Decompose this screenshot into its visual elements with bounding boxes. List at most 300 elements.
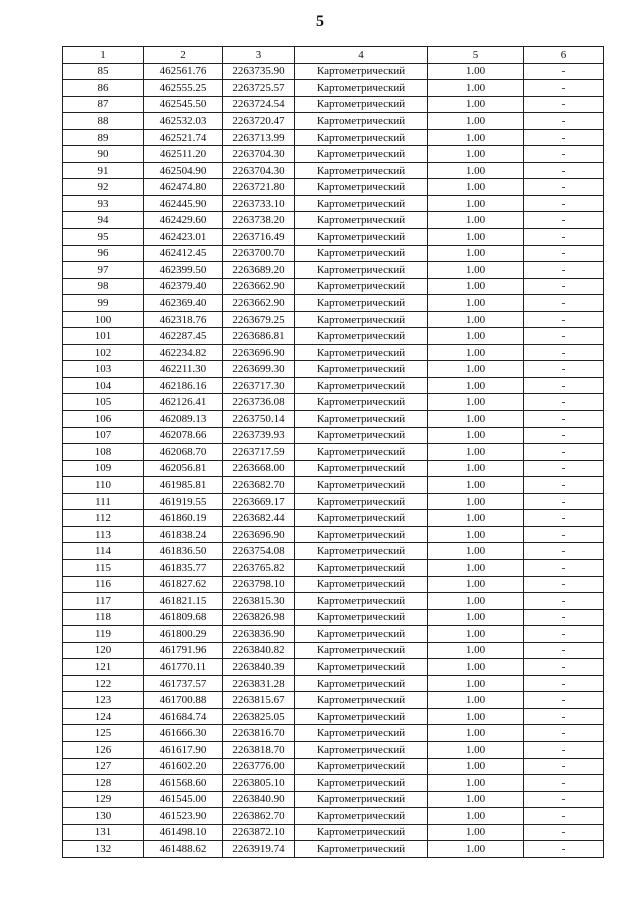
table-cell: 113 [63, 526, 144, 543]
table-cell: 2263717.30 [223, 377, 295, 394]
table-cell: 96 [63, 245, 144, 262]
table-cell: 462211.30 [144, 361, 223, 378]
table-cell: Картометрический [295, 775, 428, 792]
table-cell: 91 [63, 162, 144, 179]
table-row [63, 195, 604, 212]
table-cell: - [524, 427, 604, 444]
table-cell: 2263717.59 [223, 444, 295, 461]
table-cell: 117 [63, 593, 144, 610]
table-cell: 89 [63, 129, 144, 146]
table-cell: Картометрический [295, 559, 428, 576]
table-cell: - [524, 295, 604, 312]
table-cell: 462423.01 [144, 229, 223, 246]
table-cell: 128 [63, 775, 144, 792]
table-cell: 2263818.70 [223, 741, 295, 758]
table-row [63, 229, 604, 246]
table-row [63, 262, 604, 279]
table-cell: 1.00 [428, 394, 524, 411]
column-header: 4 [295, 47, 428, 64]
table-cell: 2263682.70 [223, 477, 295, 494]
table-cell: 124 [63, 708, 144, 725]
column-header: 2 [144, 47, 223, 64]
table-cell: 2263862.70 [223, 808, 295, 825]
table-cell: 2263724.54 [223, 96, 295, 113]
table-cell: 2263816.70 [223, 725, 295, 742]
table-cell: 2263815.30 [223, 593, 295, 610]
table-cell: 2263686.81 [223, 328, 295, 345]
table-cell: 1.00 [428, 493, 524, 510]
table-cell: 1.00 [428, 80, 524, 97]
table-row [63, 113, 604, 130]
table-cell: 1.00 [428, 775, 524, 792]
column-header: 1 [63, 47, 144, 64]
table-cell: 462532.03 [144, 113, 223, 130]
table-row [63, 63, 604, 80]
table-cell: - [524, 146, 604, 163]
table-cell: 85 [63, 63, 144, 80]
table-cell: 2263720.47 [223, 113, 295, 130]
table-cell: 1.00 [428, 195, 524, 212]
table-cell: 98 [63, 278, 144, 295]
table-cell: Картометрический [295, 642, 428, 659]
table-cell: 462504.90 [144, 162, 223, 179]
table-cell: 462126.41 [144, 394, 223, 411]
table-cell: - [524, 477, 604, 494]
table-cell: Картометрический [295, 113, 428, 130]
table-cell: 461700.88 [144, 692, 223, 709]
table-cell: Картометрический [295, 460, 428, 477]
table-row [63, 841, 604, 858]
table-cell: - [524, 559, 604, 576]
table-cell: 2263662.90 [223, 295, 295, 312]
table-cell: 1.00 [428, 245, 524, 262]
table-cell: Картометрический [295, 741, 428, 758]
table-cell: 462474.80 [144, 179, 223, 196]
table-cell: 461791.96 [144, 642, 223, 659]
table-row [63, 311, 604, 328]
table-cell: 2263805.10 [223, 775, 295, 792]
table-cell: 118 [63, 609, 144, 626]
table-cell: Картометрический [295, 659, 428, 676]
table-cell: - [524, 129, 604, 146]
table-cell: 462511.20 [144, 146, 223, 163]
table-row [63, 692, 604, 709]
table-cell: - [524, 262, 604, 279]
table-cell: - [524, 311, 604, 328]
table-cell: Картометрический [295, 543, 428, 560]
table-cell: 461666.30 [144, 725, 223, 742]
table-row [63, 510, 604, 527]
table-cell: 1.00 [428, 311, 524, 328]
table-cell: 462429.60 [144, 212, 223, 229]
table-cell: 1.00 [428, 841, 524, 858]
table-row [63, 758, 604, 775]
table-row [63, 129, 604, 146]
table-cell: 461836.50 [144, 543, 223, 560]
table-cell: 2263736.08 [223, 394, 295, 411]
table-row [63, 659, 604, 676]
table-cell: - [524, 245, 604, 262]
table-cell: 105 [63, 394, 144, 411]
table-cell: Картометрический [295, 295, 428, 312]
table-cell: Картометрический [295, 162, 428, 179]
table-cell: Картометрический [295, 394, 428, 411]
table-cell: 1.00 [428, 526, 524, 543]
table-cell: 461838.24 [144, 526, 223, 543]
table-cell: 106 [63, 411, 144, 428]
table-cell: - [524, 229, 604, 246]
table-cell: - [524, 162, 604, 179]
table-cell: 1.00 [428, 824, 524, 841]
table-cell: 2263662.90 [223, 278, 295, 295]
table-cell: Картометрический [295, 626, 428, 643]
table-cell: 462078.66 [144, 427, 223, 444]
table-cell: 461860.19 [144, 510, 223, 527]
table-row [63, 609, 604, 626]
table-header [63, 47, 604, 64]
table-cell: 125 [63, 725, 144, 742]
table-cell: 2263750.14 [223, 411, 295, 428]
table-cell: 108 [63, 444, 144, 461]
table-cell: - [524, 626, 604, 643]
table-cell: - [524, 377, 604, 394]
table-row [63, 775, 604, 792]
table-cell: 1.00 [428, 262, 524, 279]
table-cell: Картометрический [295, 63, 428, 80]
table-cell: 2263765.82 [223, 559, 295, 576]
table-cell: 114 [63, 543, 144, 560]
table-cell: 104 [63, 377, 144, 394]
table-cell: 2263738.20 [223, 212, 295, 229]
table-cell: 461919.55 [144, 493, 223, 510]
table-row [63, 543, 604, 560]
column-header: 3 [223, 47, 295, 64]
table-row [63, 80, 604, 97]
table-cell: - [524, 775, 604, 792]
table-cell: Картометрический [295, 80, 428, 97]
table-cell: - [524, 460, 604, 477]
table-row [63, 295, 604, 312]
table-row [63, 344, 604, 361]
table-cell: 461684.74 [144, 708, 223, 725]
table-cell: - [524, 841, 604, 858]
table-cell: 112 [63, 510, 144, 527]
table-cell: 1.00 [428, 113, 524, 130]
table-cell: Картометрический [295, 245, 428, 262]
table-cell: 1.00 [428, 212, 524, 229]
table-cell: Картометрический [295, 229, 428, 246]
table-cell: 1.00 [428, 344, 524, 361]
table-cell: 462412.45 [144, 245, 223, 262]
table-row [63, 444, 604, 461]
table-row [63, 328, 604, 345]
table-cell: Картометрический [295, 328, 428, 345]
table-cell: 462545.50 [144, 96, 223, 113]
table-cell: 2263669.17 [223, 493, 295, 510]
table-cell: 1.00 [428, 543, 524, 560]
table-cell: 119 [63, 626, 144, 643]
table-cell: - [524, 725, 604, 742]
table-cell: - [524, 659, 604, 676]
table-cell: - [524, 179, 604, 196]
table-cell: 2263696.90 [223, 526, 295, 543]
table-cell: 1.00 [428, 758, 524, 775]
table-cell: Картометрический [295, 692, 428, 709]
table-cell: 461545.00 [144, 791, 223, 808]
table-cell: 121 [63, 659, 144, 676]
table-body [63, 63, 604, 857]
table-cell: Картометрический [295, 212, 428, 229]
table-cell: 461800.29 [144, 626, 223, 643]
table-cell: Картометрический [295, 526, 428, 543]
table-cell: Картометрический [295, 129, 428, 146]
table-cell: - [524, 708, 604, 725]
table-cell: - [524, 113, 604, 130]
table-cell: 2263754.08 [223, 543, 295, 560]
table-cell: 2263825.05 [223, 708, 295, 725]
table-cell: 1.00 [428, 675, 524, 692]
table-row [63, 460, 604, 477]
column-header: 5 [428, 47, 524, 64]
table-cell: Картометрический [295, 179, 428, 196]
table-cell: 111 [63, 493, 144, 510]
table-row [63, 708, 604, 725]
table-cell: 2263776.00 [223, 758, 295, 775]
table-cell: Картометрический [295, 725, 428, 742]
table-cell: 2263679.25 [223, 311, 295, 328]
table-cell: 2263840.39 [223, 659, 295, 676]
table-cell: - [524, 411, 604, 428]
table-cell: 462234.82 [144, 344, 223, 361]
table-cell: 461617.90 [144, 741, 223, 758]
column-header: 6 [524, 47, 604, 64]
table-cell: 2263815.67 [223, 692, 295, 709]
table-cell: 462521.74 [144, 129, 223, 146]
table-cell: 2263689.20 [223, 262, 295, 279]
table-cell: Картометрический [295, 361, 428, 378]
table-cell: 1.00 [428, 741, 524, 758]
table-cell: 461835.77 [144, 559, 223, 576]
table-row [63, 493, 604, 510]
table-cell: 2263725.57 [223, 80, 295, 97]
table-cell: 2263682.44 [223, 510, 295, 527]
table-cell: 1.00 [428, 411, 524, 428]
table-cell: 462068.70 [144, 444, 223, 461]
table-row [63, 96, 604, 113]
table-cell: 2263735.90 [223, 63, 295, 80]
table-cell: 2263700.70 [223, 245, 295, 262]
table-cell: 1.00 [428, 659, 524, 676]
table-cell: 2263739.93 [223, 427, 295, 444]
table-cell: 92 [63, 179, 144, 196]
table-cell: 2263840.90 [223, 791, 295, 808]
table-row [63, 394, 604, 411]
table-cell: 101 [63, 328, 144, 345]
table-cell: 93 [63, 195, 144, 212]
table-cell: 132 [63, 841, 144, 858]
table-cell: Картометрический [295, 493, 428, 510]
table-cell: 1.00 [428, 593, 524, 610]
table-cell: - [524, 444, 604, 461]
table-cell: 2263872.10 [223, 824, 295, 841]
table-cell: 115 [63, 559, 144, 576]
table-cell: 462056.81 [144, 460, 223, 477]
table-cell: 462186.16 [144, 377, 223, 394]
table-cell: 94 [63, 212, 144, 229]
table-row [63, 162, 604, 179]
table-cell: - [524, 642, 604, 659]
table-cell: 126 [63, 741, 144, 758]
table-cell: 1.00 [428, 229, 524, 246]
table-row [63, 146, 604, 163]
table-cell: - [524, 526, 604, 543]
table-cell: 2263699.30 [223, 361, 295, 378]
table-cell: 462089.13 [144, 411, 223, 428]
table-row [63, 675, 604, 692]
table-cell: 90 [63, 146, 144, 163]
table-row [63, 377, 604, 394]
table-cell: 461737.57 [144, 675, 223, 692]
table-cell: Картометрический [295, 278, 428, 295]
table-cell: 2263704.30 [223, 146, 295, 163]
table-cell: 1.00 [428, 295, 524, 312]
table-cell: 1.00 [428, 361, 524, 378]
table-cell: 1.00 [428, 808, 524, 825]
table-cell: 461602.20 [144, 758, 223, 775]
table-cell: Картометрический [295, 146, 428, 163]
table-cell: 461488.62 [144, 841, 223, 858]
table-row [63, 278, 604, 295]
table-cell: 87 [63, 96, 144, 113]
table-row [63, 427, 604, 444]
table-cell: 2263919.74 [223, 841, 295, 858]
table-cell: Картометрический [295, 791, 428, 808]
table-cell: - [524, 692, 604, 709]
table-cell: 2263836.90 [223, 626, 295, 643]
table-cell: 97 [63, 262, 144, 279]
table-cell: 102 [63, 344, 144, 361]
table-cell: 1.00 [428, 791, 524, 808]
table-cell: 2263696.90 [223, 344, 295, 361]
table-cell: - [524, 675, 604, 692]
table-cell: Картометрический [295, 824, 428, 841]
table-cell: 130 [63, 808, 144, 825]
table-cell: 2263831.28 [223, 675, 295, 692]
table-cell: - [524, 212, 604, 229]
table-cell: 109 [63, 460, 144, 477]
table-cell: 1.00 [428, 162, 524, 179]
table-cell: 1.00 [428, 179, 524, 196]
table-cell: Картометрический [295, 262, 428, 279]
table-cell: 107 [63, 427, 144, 444]
table-cell: Картометрический [295, 708, 428, 725]
table-cell: - [524, 593, 604, 610]
table-cell: 110 [63, 477, 144, 494]
table-cell: Картометрический [295, 609, 428, 626]
table-cell: Картометрический [295, 593, 428, 610]
table-cell: 461985.81 [144, 477, 223, 494]
table-cell: 462399.50 [144, 262, 223, 279]
table-cell: 120 [63, 642, 144, 659]
table-cell: 127 [63, 758, 144, 775]
table-cell: - [524, 758, 604, 775]
table-row [63, 576, 604, 593]
table-cell: 123 [63, 692, 144, 709]
table-row [63, 212, 604, 229]
table-cell: 1.00 [428, 692, 524, 709]
table-cell: - [524, 493, 604, 510]
table-row [63, 559, 604, 576]
table-cell: Картометрический [295, 510, 428, 527]
table-cell: 462379.40 [144, 278, 223, 295]
table-cell: Картометрический [295, 808, 428, 825]
table-cell: - [524, 278, 604, 295]
table-cell: 99 [63, 295, 144, 312]
table-cell: Картометрический [295, 477, 428, 494]
table-cell: Картометрический [295, 377, 428, 394]
table-cell: - [524, 609, 604, 626]
table-cell: Картометрический [295, 344, 428, 361]
table-cell: Картометрический [295, 675, 428, 692]
table-cell: 462555.25 [144, 80, 223, 97]
table-row [63, 477, 604, 494]
table-cell: - [524, 791, 604, 808]
table-cell: 2263704.30 [223, 162, 295, 179]
table-cell: 116 [63, 576, 144, 593]
table-row [63, 179, 604, 196]
table-cell: 461821.15 [144, 593, 223, 610]
table-cell: 100 [63, 311, 144, 328]
table-row [63, 741, 604, 758]
table-cell: 95 [63, 229, 144, 246]
table-cell: - [524, 63, 604, 80]
table-cell: - [524, 576, 604, 593]
table-cell: 462318.76 [144, 311, 223, 328]
table-cell: - [524, 195, 604, 212]
table-cell: 1.00 [428, 576, 524, 593]
table-cell: Картометрический [295, 576, 428, 593]
table-cell: 1.00 [428, 559, 524, 576]
coordinates-table [62, 46, 604, 858]
table-cell: 461568.60 [144, 775, 223, 792]
table-cell: 1.00 [428, 377, 524, 394]
table-row [63, 824, 604, 841]
table-cell: 129 [63, 791, 144, 808]
table-cell: 1.00 [428, 427, 524, 444]
table-cell: Картометрический [295, 311, 428, 328]
table-cell: 1.00 [428, 510, 524, 527]
table-cell: 1.00 [428, 642, 524, 659]
table-cell: Картометрический [295, 195, 428, 212]
table-cell: Картометрический [295, 444, 428, 461]
table-cell: Картометрический [295, 758, 428, 775]
table-row [63, 526, 604, 543]
table-row [63, 593, 604, 610]
table-cell: 2263826.98 [223, 609, 295, 626]
table-cell: 462445.90 [144, 195, 223, 212]
table-cell: 88 [63, 113, 144, 130]
table-cell: 2263733.10 [223, 195, 295, 212]
table-cell: - [524, 543, 604, 560]
table-cell: 461498.10 [144, 824, 223, 841]
table-cell: 1.00 [428, 477, 524, 494]
table-row [63, 626, 604, 643]
page-number: 5 [316, 13, 324, 30]
table-cell: Картометрический [295, 96, 428, 113]
table-cell: Картометрический [295, 427, 428, 444]
table-cell: 86 [63, 80, 144, 97]
table-cell: - [524, 394, 604, 411]
